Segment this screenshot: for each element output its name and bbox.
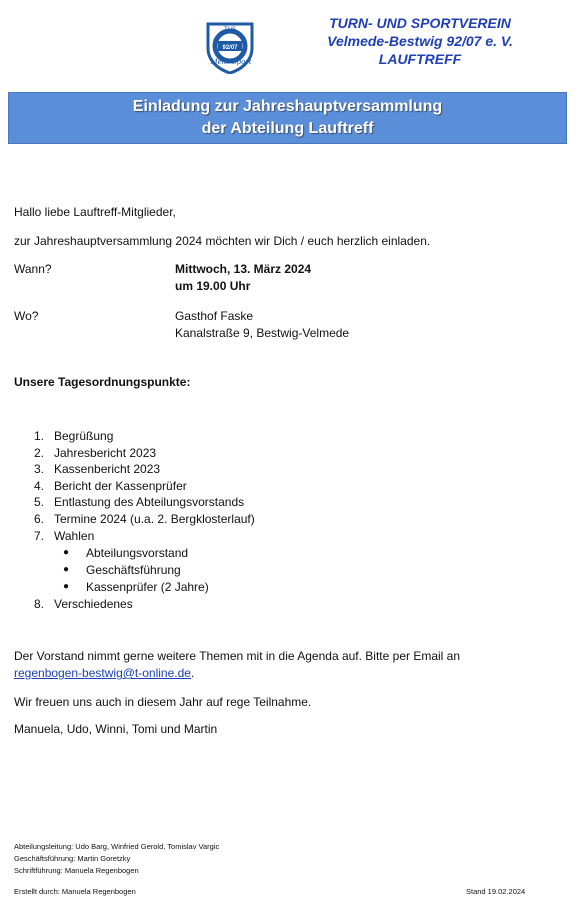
greeting: Hallo liebe Lauftreff-Mitglieder,: [14, 205, 176, 219]
title-banner: [8, 92, 567, 144]
bullet-icon: ●: [63, 547, 70, 558]
banner-title-line-1: Einladung zur Jahreshauptversammlung: [132, 98, 443, 115]
footer-date: Stand 19.02.2024: [466, 887, 526, 896]
footer-secretary: Schriftführung: Manuela Regenbogen: [14, 866, 139, 875]
banner-title-line-2: der Abteilung Lauftreff: [201, 120, 374, 137]
email-link[interactable]: regenbogen-bestwig@t-online.de: [14, 666, 191, 680]
agenda-list: 1. Begrüßung 2. Jahresbericht 2023 3. Kassenbericht 2023 4. Bericht der Kassenprüfer 5. Entlastung des Abteilungsvorstands 6. Termine 2024 (u.a. 2. Bergklosterlauf) 7. Wahlen ● Abteilungsvorstand ● Geschäftsführung ● Kassenprüfer (2 Jahre) 8. Verschiedenes: [33, 429, 255, 611]
agenda-note: Der Vorstand nimmt gerne weitere Themen mit in die Agenda auf. Bitte per Email an: [14, 649, 461, 663]
when-label: Wann?: [14, 262, 52, 276]
logo-motto: Mehr Sport: [210, 58, 252, 66]
club-name: [280, 14, 560, 68]
closing-text: Wir freuen uns auch in diesem Jahr auf rege Teilnahme.: [14, 695, 312, 709]
email-suffix: .: [190, 666, 195, 680]
where-place: Gasthof Faske: [175, 309, 254, 323]
when-time: um 19.00 Uhr: [175, 279, 251, 293]
bullet-icon: ●: [63, 581, 70, 592]
club-line-1: TURN- UND SPORTVEREIN: [329, 15, 511, 31]
logo-number: 92/07: [222, 45, 238, 51]
where-address: Kanalstraße 9, Bestwig-Velmede: [175, 326, 350, 340]
when-date: Mittwoch, 13. März 2024: [175, 262, 312, 276]
footer-management: Geschäftsführung: Martin Goretzky: [14, 854, 131, 863]
footer-leadership: Abteilungsleitung: Udo Barg, Winfried Gerold, Tomislav Vargic: [14, 842, 220, 851]
club-line-2: Velmede-Bestwig 92/07 e. V.: [327, 33, 513, 49]
where-label: Wo?: [14, 309, 39, 323]
email-line: [14, 665, 194, 681]
footer-created-by: Erstellt durch: Manuela Regenbogen: [14, 887, 136, 896]
agenda-heading: Unsere Tagesordnungspunkte:: [14, 375, 191, 389]
bullet-icon: ●: [63, 564, 70, 575]
intro-text: zur Jahreshauptversammlung 2024 möchten wir Dich / euch herzlich einladen.: [14, 234, 431, 248]
signature: Manuela, Udo, Winni, Tomi und Martin: [14, 722, 218, 736]
club-line-3: LAUFTREFF: [378, 51, 462, 67]
logo-ring-text: TUS: [224, 27, 236, 33]
